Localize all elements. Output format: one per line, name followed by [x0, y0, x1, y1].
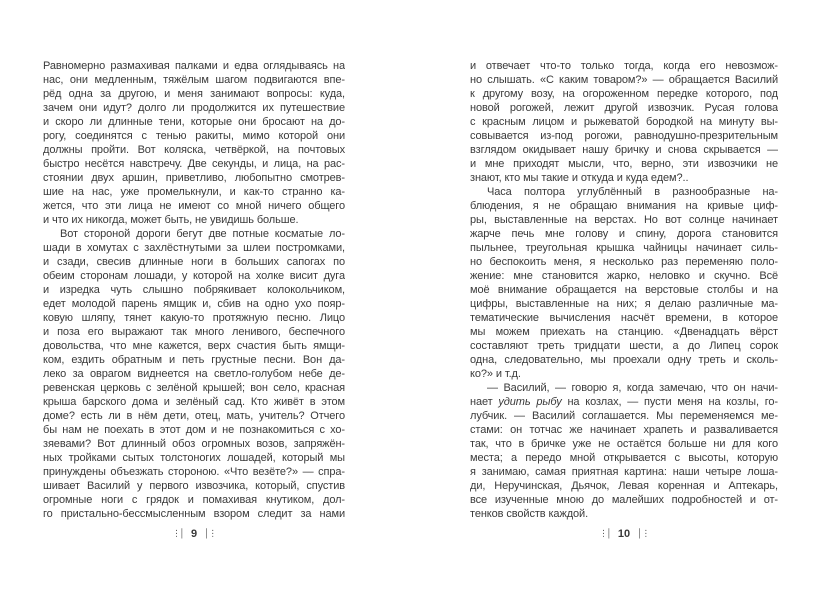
text-line: Равномерно размахивая палками и едва оглядываясь на: [43, 60, 345, 72]
text-line: блюдения, я не обращаю внимания на кривые циф-: [470, 200, 778, 212]
text-line: леко за оврагом виднеется на светло-голубом небе де-: [43, 368, 345, 380]
text-line: совывается из-под рогожи, равнодушно-презрительным: [470, 130, 778, 142]
text-line: и изредка чуть слышно побрякивает колокольчиком,: [43, 284, 345, 296]
text-line: должны пройти. Вот коляска, четвёркой, на почтовых: [43, 144, 345, 156]
fleuron-left-icon: ⋮│: [599, 528, 611, 538]
text-line: с красным лицом и рыжеватой бородкой на минуту вы-: [470, 116, 778, 128]
text-line: новой рогожей, лежит другой извозчик. Русая голова: [470, 102, 778, 114]
text-line: шие на нас, уже промелькнули, и как-то странно ка-: [43, 186, 345, 198]
page-right-footer: [470, 526, 778, 540]
text-line: жарче печь мне голову и спину, дорога становится: [470, 228, 778, 240]
fleuron-left-icon: ⋮│: [172, 528, 184, 538]
text-line: — Василий, — говорю я, когда замечаю, что он начи-: [487, 382, 778, 394]
text-line: Часа полтора углублённый в разнообразные на-: [487, 186, 778, 198]
text-line: пыльнее, треугольная крышка чайницы начинает силь-: [470, 242, 778, 254]
text-line: бы нам не поехать в этот дом и не познакомиться с хо-: [43, 424, 345, 436]
text-line: ных тройками сытых толстоногих лошадей, который мы: [43, 452, 345, 464]
text-line: крыша барского дома и зелёный сад. Кто живёт в этом: [43, 396, 345, 408]
text-line: и поза его выражают так много ленивого, беспечного: [43, 326, 345, 338]
text-line: зачем они идут? долго ли продолжится их путешествие: [43, 102, 345, 114]
text-line: едет молодой парень ямщик и, сбив на одно ухо пояр-: [43, 298, 345, 310]
text-line: жется, что эти лица не имеют со мной ничего общего: [43, 200, 345, 212]
text-line: ревенская церковь с зелёной крышей; вон село, красная: [43, 382, 345, 394]
text-line: шади в хомутах с захлёстнутыми за шлеи постромками,: [43, 242, 345, 254]
emphasized-text: удить рыбу: [498, 396, 562, 408]
text-line: быстро несётся навстречу. Две секунды, и лица, на рас-: [43, 158, 345, 170]
text-line: [470, 395, 778, 409]
text-line: ди, Неручинская, Дьячок, Левая коренная и Аптекарь,: [470, 480, 778, 492]
text-line: рогу, соединятся с тенью ракиты, мимо которой они: [43, 130, 345, 142]
text-line: зяевами? Вот длинный обоз огромных возов, запряжён-: [43, 438, 345, 450]
text-line: Вот стороной дороги бегут две потные косматые ло-: [60, 228, 345, 240]
text-line: все изученные мною до малейших подробностей и от-: [470, 494, 778, 506]
page-right-text-column: [470, 59, 778, 521]
text-line: огромные ноги с грядок и помахивая кнутиком, дол-: [43, 494, 345, 506]
text-line: так, что в бричке уже не остаётся больше ни для кого: [470, 438, 778, 450]
text-segment: нает: [470, 396, 499, 408]
text-line: довольства, что мне кажется, верх счастия быть ямщи-: [43, 340, 345, 352]
text-line: обеим сторонам лошади, у которой на холке висит дуга: [43, 270, 345, 282]
text-line: к другому возу, на огороженном передке которого, под: [470, 88, 778, 100]
fleuron-right-icon: │⋮: [637, 528, 649, 538]
text-line: стоянии двух аршин, приветливо, любопытно смотрев-: [43, 172, 345, 184]
text-line: ры, выставленные на верстах. Но вот солнце начинает: [470, 214, 778, 226]
text-line: ко?» и т.д.: [470, 368, 521, 380]
text-line: я занимаю, самая приятная картина: наши четыре лоша-: [470, 466, 778, 478]
text-line: моё внимание обращается на верстовые столбы и на: [470, 284, 778, 296]
text-line: составляют треть тридцати шести, а до Липец сорок: [470, 340, 778, 352]
text-line: цифры, выставленные на них; я делаю различные ма-: [470, 298, 778, 310]
text-line: и скоро ли длинные тени, которые они бросают на до-: [43, 116, 345, 128]
text-line: лубчик. — Василий соглашается. Мы переменяемся ме-: [470, 410, 778, 422]
text-line: доме? есть ли в нём дети, отец, мать, учитель? Отчего: [43, 410, 345, 422]
page-number: 9: [190, 528, 198, 540]
page-left-text-column: [43, 59, 345, 521]
text-line: знают, кто мы такие и откуда и куда едем?..: [470, 172, 689, 184]
text-line: взглядом окидывает нашу бричку и снова скрывается —: [470, 144, 778, 156]
text-line: одна, следовательно, мы проехали одну треть и сколь-: [470, 354, 778, 366]
text-line: и сзади, свесив длинные ноги в больших сапогах по: [43, 256, 345, 268]
text-line: шивает Василий у первого извозчика, который, спустив: [43, 480, 345, 492]
text-line: ковую шляпу, тянет какую-то протяжную песню. Лицо: [43, 312, 345, 324]
text-line: принуждены объезжать стороною. «Что везёте?» — спра-: [43, 466, 345, 478]
text-line: стами: он тотчас же начинает храпеть и разваливается: [470, 424, 778, 436]
text-line: но слышать. «С каким товаром?» — обращается Василий: [470, 74, 778, 86]
text-line: и отвечает что-то только тогда, когда его невозмож-: [470, 60, 778, 72]
page-left-footer: [43, 526, 345, 540]
fleuron-right-icon: │⋮: [204, 528, 216, 538]
text-line: нас, они медленным, тяжёлым шагом подвигаются впе-: [43, 74, 345, 86]
text-line: рёд одна за другою, и меня занимают вопросы: куда,: [43, 88, 345, 100]
text-line: мы можем приехать на станцию. «Двенадцать вёрст: [470, 326, 778, 338]
text-line: ком, ездить обратным и петь грустные песни. Вон да-: [43, 354, 345, 366]
text-line: и мне приходят мысли, что, верно, эти извозчики не: [470, 158, 778, 170]
text-line: и что их никогда, может быть, не увидишь больше.: [43, 214, 299, 226]
text-line: но беспокоить меня, я несколько раз переменяю поло-: [470, 256, 778, 268]
text-line: жение: мне становится жарко, неловко и скучно. Всё: [470, 270, 778, 282]
text-line: го пристально-бессмысленным взором следит за нами: [43, 508, 345, 520]
text-line: места; а передо мной открывается с высоты, которую: [470, 452, 778, 464]
page-number: 10: [617, 528, 631, 540]
text-line: тематические вычисления насчёт времени, в которое: [470, 312, 778, 324]
text-line: тенков свойств каждой.: [470, 508, 589, 520]
text-segment: на козлах, — пусти меня на козлы, го-: [561, 396, 778, 408]
